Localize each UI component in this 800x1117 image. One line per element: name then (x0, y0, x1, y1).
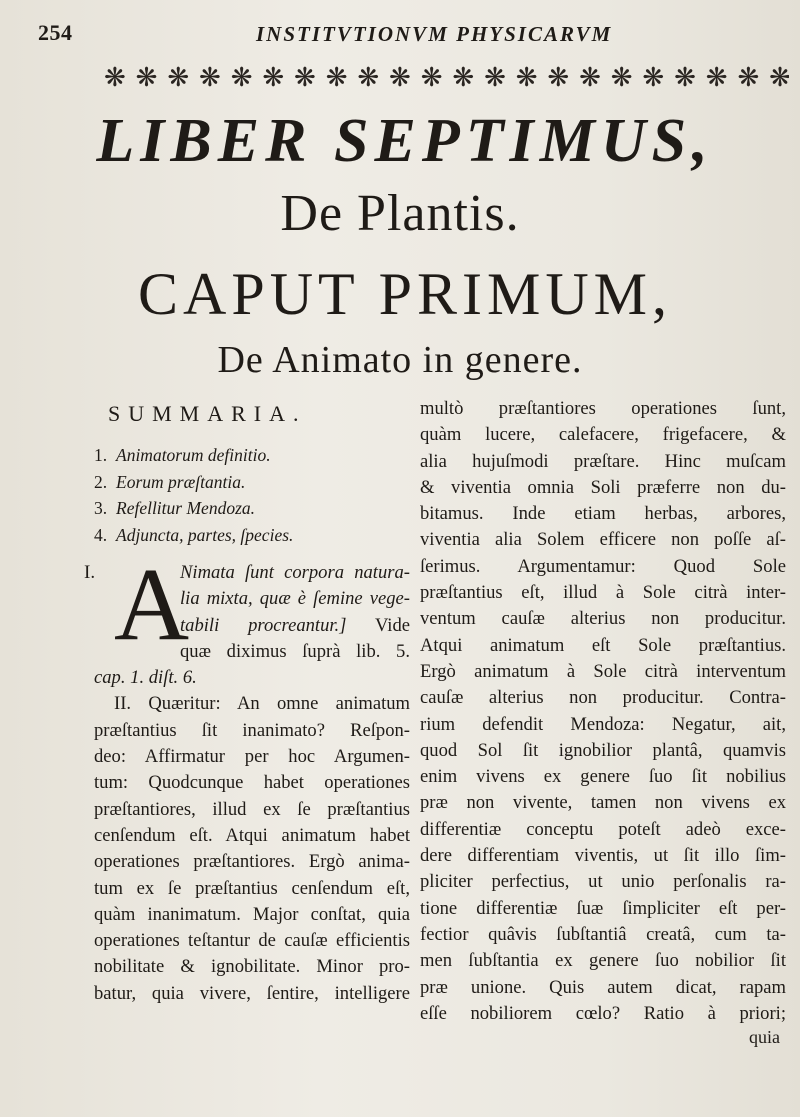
section-title: De Plantis. (280, 185, 520, 242)
text-line: nobilitate & ignobilitate. Minor pro- (94, 956, 410, 978)
text-line: quàm lucere, calefacere, frigefacere, & (420, 424, 786, 446)
text-line: enim vivens ex genere ſuo ſit nobilius (420, 766, 786, 788)
text-line: cauſæ alterius non producitur. Contra- (420, 687, 786, 709)
text-line: præſtantiores, illud ex ſe præſtantius (94, 798, 410, 820)
text-line: ſerimus. Argumentamur: Quod Sole (420, 555, 786, 577)
ornament-glyph: ❋ (294, 63, 314, 92)
right-column-text (420, 396, 786, 1027)
summary-item-text: Refellitur Mendoza. (116, 498, 256, 518)
summary-item-text: Eorum præſtantia. (116, 471, 246, 492)
paragraph-1 (84, 547, 410, 691)
text-line: multò præſtantiores operationes ſunt, (420, 398, 786, 419)
summary-item (94, 495, 410, 522)
ornament-glyph: ❋ (262, 63, 283, 92)
summary-item (94, 442, 410, 469)
ornament-glyph: ❋ (674, 63, 694, 92)
summary-item-text: Animatorum definitio. (116, 445, 271, 465)
page-header (38, 20, 760, 50)
ornament-glyph: ❋ (547, 63, 568, 92)
text-line: præſtantius eſt, illud à Sole citrà inter- (420, 582, 786, 604)
ornament-glyph: ❋ (579, 63, 599, 92)
summary-item-number: 3. (94, 498, 108, 518)
text-line: præſtantius ſit inanimato? Reſpon- (94, 719, 410, 741)
text-line: operationes præſtantiores. Ergò anima- (94, 851, 410, 873)
ornament-glyph: ❋ (357, 63, 378, 92)
summary-item-number: 1. (94, 445, 108, 465)
text-line: præ unione. Quis autem dicat, rapam (420, 976, 786, 998)
summary-item-number: 2. (94, 471, 108, 492)
text-line: cap. 1. diſt. 6. (94, 667, 197, 689)
catchword: quia (749, 1027, 780, 1048)
text-line: dere differentiam viventis, ut ſit illo ſim- (420, 845, 786, 867)
text-line: tum: Quodcunque habet operationes (94, 772, 410, 794)
text-line: fectior quâvis ſubſtantiâ creatâ, cum ta- (420, 923, 786, 945)
text-line: alia hujuſmodi præſtare. Hinc muſcam (420, 450, 786, 472)
text-line: batur, quia vivere, ſentire, intelligere (94, 982, 410, 1004)
text-line: præ non vivente, tamen non vivens ex (420, 792, 786, 814)
text-line: pliciter perfectius, ut unio perſonalis ra- (420, 871, 786, 893)
summary-item-text: Adjuncta, partes, ſpecies. (116, 524, 294, 545)
text-line: differentiæ conceptu poteſt adeò exce- (420, 818, 786, 840)
text-line: Vide (346, 614, 410, 636)
chapter-subtitle: De Animato in genere. (217, 339, 583, 381)
text-line: tabili procreantur.] (180, 614, 347, 636)
ornament-glyph: ❋ (705, 63, 726, 92)
drop-cap: A (114, 547, 190, 662)
summary-item (94, 469, 410, 496)
left-column (84, 396, 410, 1007)
ornament-glyph: ❋ (610, 63, 631, 92)
ornament-glyph: ❋ (389, 63, 409, 92)
summary-heading: SUMMARIA. (108, 401, 307, 426)
ornament-glyph: ❋ (515, 63, 536, 92)
text-line: lia mixta, quæ è ſemine vege- (180, 588, 410, 610)
ornament-glyph: ❋ (104, 63, 124, 92)
ornament-glyph: ❋ (484, 63, 504, 92)
decorative-ornament-band (104, 62, 789, 94)
text-line: bitamus. Inde etiam herbas, arbores, (420, 503, 786, 525)
text-line: tum ex ſe præſtantius cenſendum eſt, (94, 877, 410, 899)
ornament-glyph: ❋ (230, 63, 251, 92)
paragraph-2 (94, 691, 410, 1007)
text-line: quàm inanimatum. Major conſtat, quia (94, 903, 410, 925)
chapter-title: CAPUT PRIMUM, (137, 261, 672, 327)
ornament-glyph: ❋ (199, 63, 219, 92)
book-title: LIBER SEPTIMUS, (96, 107, 714, 175)
text-line: Atqui animatum eſt Sole præſtantius. (420, 634, 786, 656)
ornament-glyph: ❋ (167, 63, 188, 92)
paragraph-number: I. (84, 562, 96, 583)
ornament-glyph: ❋ (420, 63, 441, 92)
ornament-glyph: ❋ (325, 63, 346, 92)
ornament-glyph: ❋ (769, 63, 789, 92)
page-number: 254 (38, 20, 73, 45)
text-line: men ſubſtantia ex genere ſuo nobilior ſit (420, 950, 786, 972)
ornament-glyph: ❋ (642, 63, 663, 92)
summary-item-number: 4. (94, 524, 108, 545)
ornament-glyph: ❋ (135, 63, 156, 92)
ornament-glyph: ❋ (737, 63, 758, 92)
text-line: operationes teſtantur de cauſæ efficientis (94, 930, 410, 952)
summary-list (94, 442, 410, 548)
text-line: Nimata ſunt corpora natura- (180, 562, 410, 583)
text-line: eſſe nobiliorem cœlo? Ratio à priori; (420, 1002, 786, 1024)
text-line: rium defendit Mendoza: Negatur, ait, (420, 713, 786, 735)
text-line: quod Sol ſit ignobilior plantâ, quamvis (420, 739, 786, 761)
ornament-glyph: ❋ (452, 63, 473, 92)
text-line: viventia alia Solem efficere non poſſe aſ- (420, 529, 786, 551)
summary-item (94, 522, 410, 549)
text-line: deo: Affirmatur per hoc Argumen- (94, 746, 410, 768)
right-column (420, 396, 786, 1048)
running-head: INSTITVTIONVM PHYSICARVM (256, 22, 613, 46)
text-line: Ergò animatum à Sole citrà interventum (420, 660, 786, 682)
text-line: ventum cauſæ alterius non producitur. (420, 608, 786, 630)
text-line: cenſendum eſt. Atqui animatum habet (94, 824, 410, 846)
text-line: II. Quæritur: An omne animatum (114, 693, 410, 715)
text-line: quæ diximus ſuprà lib. 5. (180, 640, 410, 662)
text-line: & viventia omnia Soli præferre non du- (420, 476, 786, 498)
text-line: tione differentiæ ſuæ ſimpliciter eſt per- (420, 897, 786, 919)
